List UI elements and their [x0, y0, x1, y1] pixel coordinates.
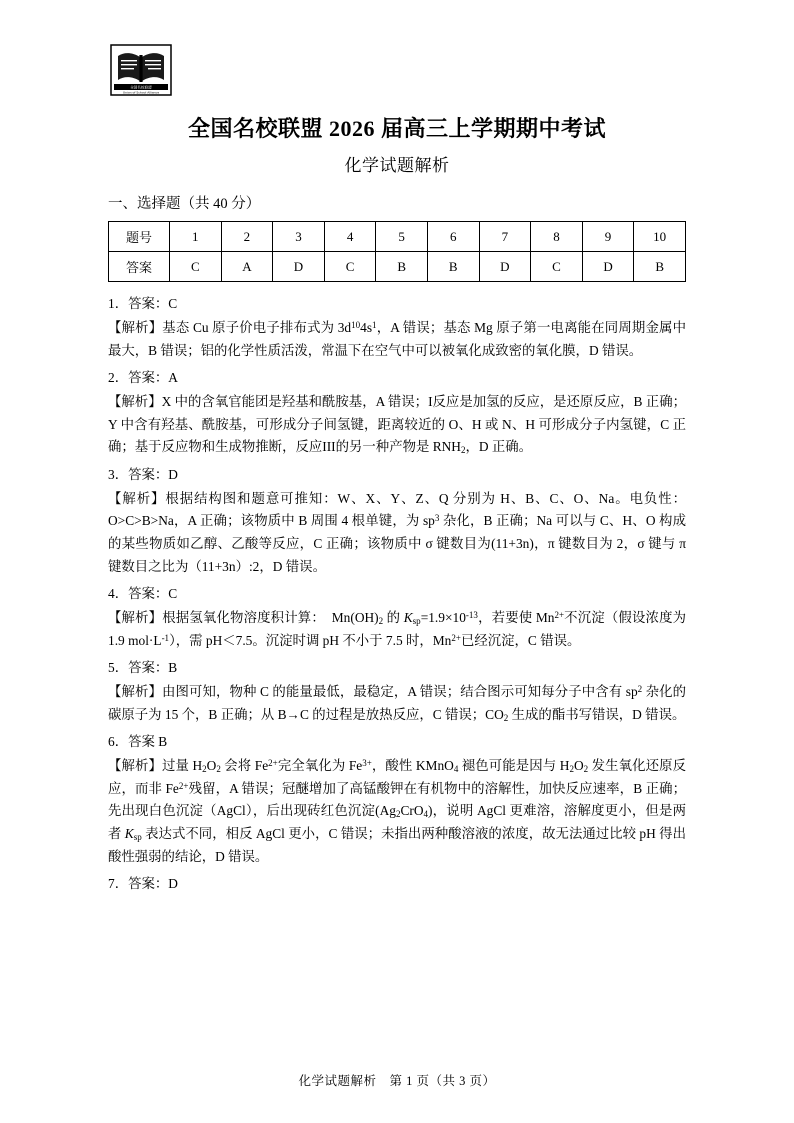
page-title: 全国名校联盟 2026 届高三上学期期中考试	[187, 116, 606, 141]
answer-cell: D	[273, 252, 325, 282]
q-number-cell: 9	[582, 222, 634, 252]
question-answer-line: 5．答案：B	[108, 660, 178, 676]
logo-text-cn: 全国名校联盟	[130, 85, 152, 90]
analysis-text: 过量 $H_2O_2$ 会将 $Fe^{2+}$完全氧化为 $Fe^{3+}$，酸性 KMnO$_4$ 褪色可能是因与 $H_2O_2$ 发生氧化还原反应，而非 $Fe^{2+}$残留，A 错误；冠醚增加了高锰酸钾在有机物中的溶解性，加快反应速率，B 正确；先出现白色沉淀（AgCl），后出现砖红色沉淀$(Ag_2CrO_4)$，说明 AgCl 更难溶，溶解度更小，但是两者 $K_{sp}$ 表达式不同，相反 AgCl 更小，C 错误；未指出两种酸溶液的浓度，故无法通过比较 pH 得出酸性强弱的结论，D 错误。	[108, 758, 686, 864]
q-number-cell: 5	[376, 222, 428, 252]
question-answer-line: 2．答案：A	[108, 370, 178, 386]
q-number-cell: 7	[479, 222, 531, 252]
analysis-text: X 中的含氧官能团是羟基和酰胺基，A 错误；I反应是加氢的反应，是还原反应，B 正确；Y 中含有羟基、酰胺基，可形成分子间氢键，距离较近的 O、H 或 N、H 可形成分子内氢键，C 正确；基于反应物和生成物推断，反应III的另一种产物是 $RNH_2$，D 正确。	[108, 394, 686, 456]
analysis-paragraph	[108, 488, 686, 578]
analysis-paragraph	[108, 607, 686, 652]
analysis-text: 根据结构图和题意可推知：W、X、Y、Z、Q 分别为 H、B、C、O、Na。电负性：O>C>B>Na，A 正确；该物质中 B 周围 4 根单键，为 $sp^3$ 杂化，B 正确；Na 可以与 C、H、O 构成的某些物质如乙醇、乙酸等反应，C 正确；该物质中 σ 键数目为(11+3n)，π 键数目为 2，σ 键与 π 键数目之比为（11+3n）:2，D 错误。	[108, 490, 686, 574]
question-answer-line: 7．答案：D	[108, 876, 178, 892]
answer-cell: D	[582, 252, 634, 282]
table-row-answers	[109, 252, 686, 282]
analysis-text: 根据氢氧化物溶度积计算： $Mn(OH)_2$ 的 $K_{sp}=1.9\times 10^{-13}$，若要使 $Mn^{2+}$不沉淀（假设浓度为 1.9 $mol\cdot L^{-1}$），需 pH＜7.5。沉淀时调 pH 不小于 7.5 时，$Mn^{2+}$已经沉淀，C 错误。	[108, 610, 687, 648]
question-answer-line: 4．答案：C	[108, 586, 178, 602]
answer-cell: B	[427, 252, 479, 282]
analysis-label: 【解析】	[108, 684, 163, 700]
analysis-text: 由图可知，物种 C 的能量最低，最稳定，A 错误；结合图示可知每分子中含有 $sp^2$ 杂化的碳原子为 15 个，B 正确；从 B→C 的过程是放热反应，C 错误；$CO_2$ 生成的酯书写错误，D 错误。	[108, 684, 686, 723]
analysis-paragraph	[108, 391, 686, 459]
analysis-paragraph	[108, 317, 686, 362]
logo-text-en: Union of School Alliance	[122, 90, 160, 95]
q-number-cell: 8	[531, 222, 583, 252]
answer-cell: B	[376, 252, 428, 282]
footer-text: 化学试题解析 第 1 页（共 3 页）	[298, 1074, 496, 1088]
analysis-label: 【解析】	[108, 490, 166, 506]
section-heading: 一、选择题（共 40 分）	[108, 196, 261, 212]
analysis-paragraph	[108, 755, 686, 868]
q-number-cell: 2	[221, 222, 273, 252]
analysis-label: 【解析】	[108, 394, 162, 410]
row-label-number: 题号	[109, 222, 170, 252]
answer-cell: C	[170, 252, 222, 282]
page-subtitle: 化学试题解析	[344, 156, 450, 175]
analysis-label: 【解析】	[108, 320, 163, 336]
q-number-cell: 3	[273, 222, 325, 252]
analysis-text: 基态 Cu 原子价电子排布式为 $3d^{10}4s^1$，A 错误；基态 Mg 原子第一电离能在同周期金属中最大，B 错误；铝的化学性质活泼，常温下在空气中可以被氧化成致密的氧化膜，D 错误。	[108, 320, 687, 358]
analysis-paragraph	[108, 681, 686, 726]
question-answer-line: 6．答案 B	[108, 734, 168, 750]
analysis-label: 【解析】	[108, 610, 163, 626]
solutions-list	[108, 292, 686, 896]
row-label-answer: 答案	[109, 252, 170, 282]
analysis-label: 【解析】	[108, 758, 163, 774]
answer-key-table	[108, 221, 686, 282]
national-school-alliance-logo	[110, 44, 172, 96]
q-number-cell: 1	[170, 222, 222, 252]
page-footer	[0, 1071, 794, 1089]
answer-cell: B	[634, 252, 686, 282]
table-row-numbers	[109, 222, 686, 252]
answer-cell: A	[221, 252, 273, 282]
answer-cell: C	[531, 252, 583, 282]
q-number-cell: 4	[324, 222, 376, 252]
question-answer-line: 1．答案：C	[108, 296, 178, 311]
q-number-cell: 10	[634, 222, 686, 252]
q-number-cell: 6	[427, 222, 479, 252]
answer-cell: C	[324, 252, 376, 282]
question-answer-line: 3．答案：D	[108, 466, 178, 482]
answer-cell: D	[479, 252, 531, 282]
